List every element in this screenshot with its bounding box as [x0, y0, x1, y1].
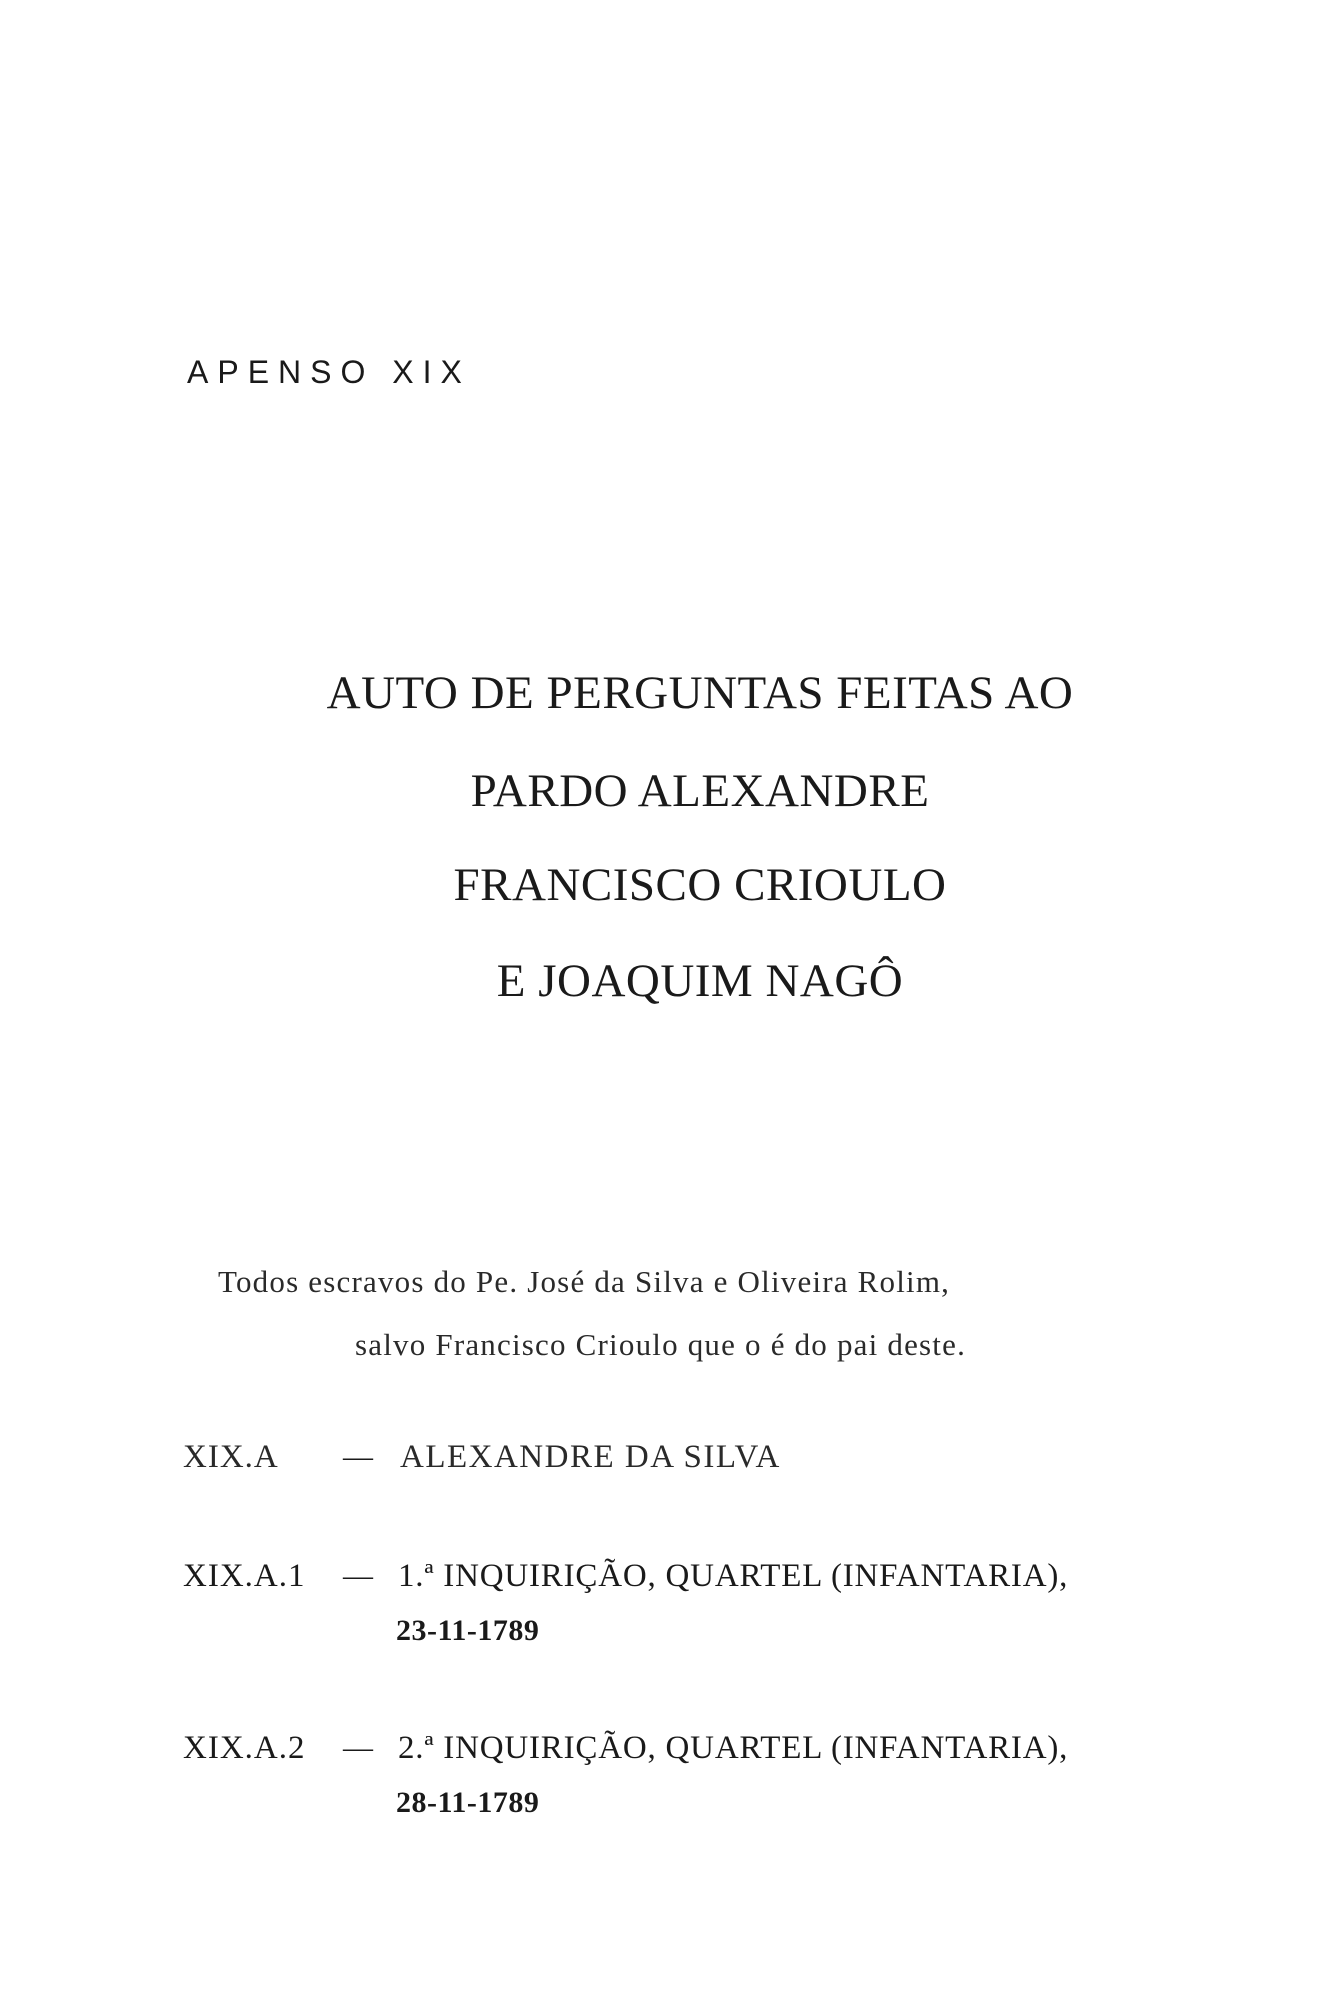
- title-line: E JOAQUIM NAGÔ: [496, 955, 904, 1007]
- title-line: PARDO ALEXANDRE: [470, 765, 930, 817]
- entry-title: 1.ª INQUIRIÇÃO, QUARTEL (INFANTARIA),: [398, 1558, 1069, 1594]
- entry-date: 28-11-1789: [396, 1786, 540, 1819]
- entry-title: ALEXANDRE DA SILVA: [400, 1439, 781, 1475]
- entry-code: XIX.A: [183, 1439, 279, 1475]
- appendix-label: APENSO XIX: [187, 354, 471, 390]
- note-line: salvo Francisco Crioulo que o é do pai deste.: [355, 1327, 967, 1362]
- entry-title: 2.ª INQUIRIÇÃO, QUARTEL (INFANTARIA),: [398, 1730, 1069, 1766]
- entry-dash: —: [343, 1559, 373, 1592]
- title-line: AUTO DE PERGUNTAS FEITAS AO: [326, 667, 1074, 719]
- entry-date: 23-11-1789: [396, 1614, 540, 1647]
- title-line: FRANCISCO CRIOULO: [453, 859, 947, 911]
- entry-code: XIX.A.2: [183, 1730, 306, 1766]
- note-line: Todos escravos do Pe. José da Silva e Oliveira Rolim,: [218, 1264, 951, 1299]
- entry-code: XIX.A.1: [183, 1558, 306, 1594]
- entry-dash: —: [343, 1731, 373, 1764]
- entry-dash: —: [343, 1440, 373, 1473]
